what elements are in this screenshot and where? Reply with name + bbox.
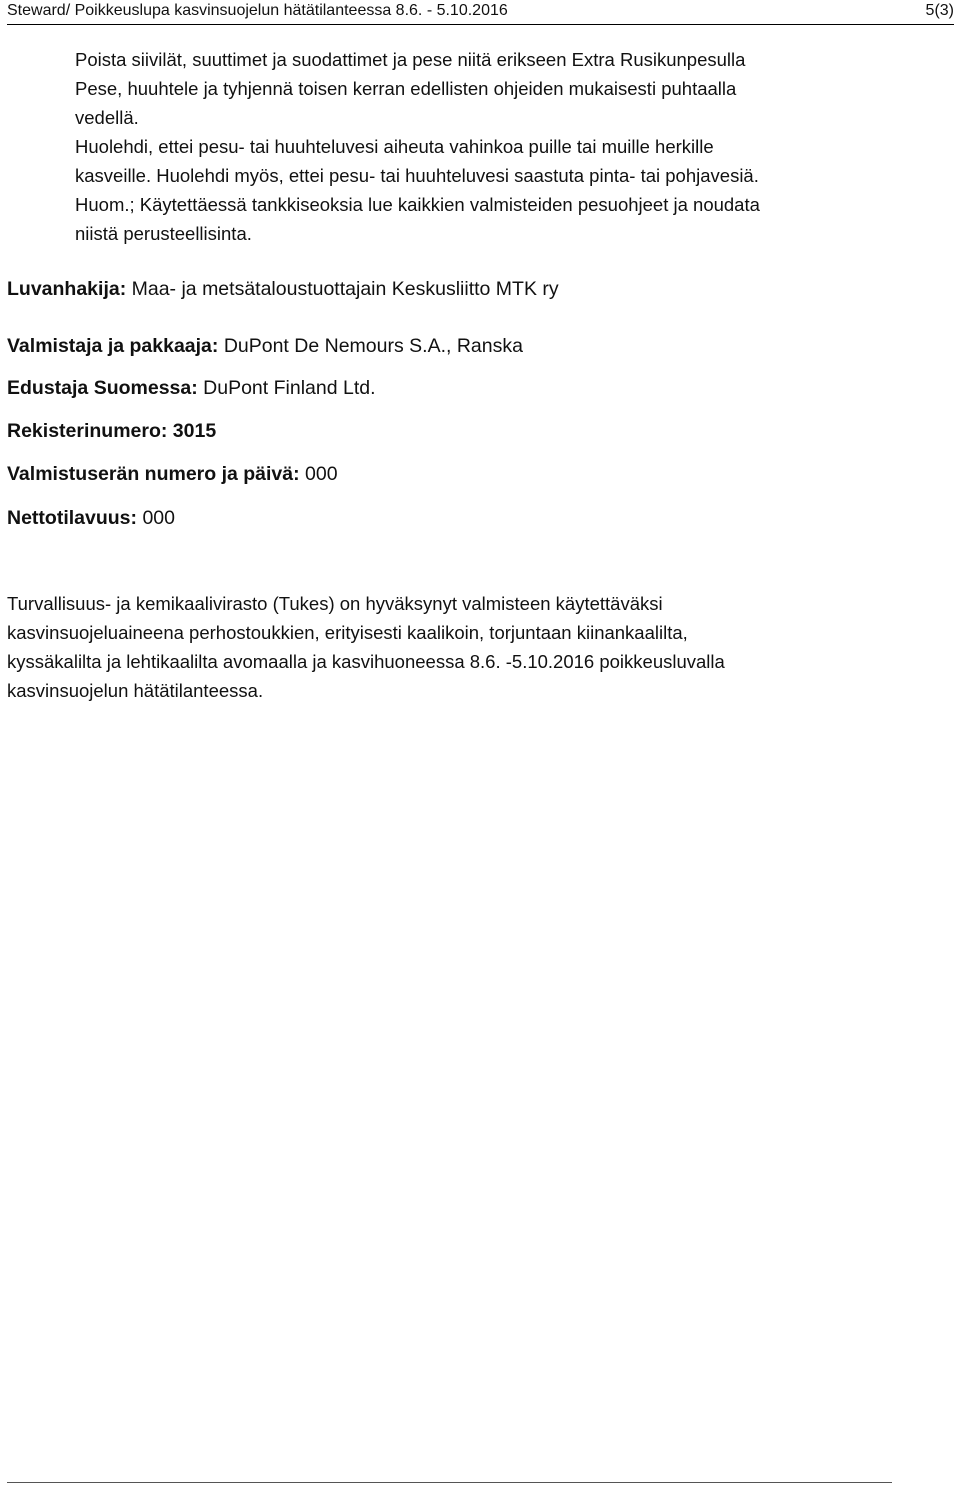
statement-line: kasvinsuojeluaineena perhostoukkien, erityisesti kaalikoin, torjuntaan kiinankaalilta,	[7, 622, 688, 643]
document-title: Steward/ Poikkeuslupa kasvinsuojelun hätätilanteessa 8.6. - 5.10.2016	[7, 2, 508, 19]
instruction-line: kasveille. Huolehdi myös, ettei pesu- tai huuhteluvesi saastuta pinta- tai pohjavesiä.	[75, 165, 759, 186]
net-volume-label: Nettotilavuus:	[7, 507, 138, 529]
manufacturer-field	[7, 333, 523, 359]
net-volume-value: 000	[142, 507, 175, 529]
batch-value: 000	[305, 463, 338, 485]
instruction-line: Huom.; Käytettäessä tankkiseoksia lue kaikkien valmisteiden pesuohjeet ja noudata	[75, 194, 760, 215]
statement-line: kyssäkalilta ja lehtikaalilta avomaalla ja kasvihuoneessa 8.6. -5.10.2016 poikkeusluvalla	[7, 651, 725, 672]
manufacturer-value: DuPont De Nemours S.A., Ranska	[223, 335, 523, 357]
representative-field	[7, 375, 376, 401]
approval-statement	[7, 589, 907, 705]
instruction-line: niistä perusteellisinta.	[75, 223, 252, 244]
statement-line: Turvallisuus- ja kemikaalivirasto (Tukes) on hyväksynyt valmisteen käytettäväksi	[7, 593, 663, 614]
manufacturer-label: Valmistaja ja pakkaaja:	[7, 335, 219, 357]
applicant-field	[7, 276, 559, 302]
batch-field	[7, 461, 338, 487]
page-number: 5(3)	[925, 2, 954, 19]
representative-value: DuPont Finland Ltd.	[203, 377, 376, 399]
footer-divider	[7, 1482, 892, 1483]
representative-label: Edustaja Suomessa:	[7, 377, 198, 399]
instruction-line: Poista siivilät, suuttimet ja suodattimet ja pese niitä erikseen Extra Rusikunpesulla	[75, 49, 746, 70]
instruction-line: vedellä.	[75, 107, 139, 128]
registration-label: Rekisterinumero: 3015	[7, 420, 217, 442]
applicant-label: Luvanhakija:	[7, 278, 127, 300]
net-volume-field	[7, 505, 175, 531]
batch-label: Valmistuserän numero ja päivä:	[7, 463, 300, 485]
applicant-value: Maa- ja metsätaloustuottajain Keskusliitto MTK ry	[131, 278, 559, 300]
registration-field	[7, 418, 216, 444]
washing-instructions	[75, 45, 915, 248]
instruction-line: Huolehdi, ettei pesu- tai huuhteluvesi aiheuta vahinkoa puille tai muille herkille	[75, 136, 714, 157]
page-header	[7, 0, 954, 25]
statement-line: kasvinsuojelun hätätilanteessa.	[7, 680, 264, 701]
instruction-line: Pese, huuhtele ja tyhjennä toisen kerran edellisten ohjeiden mukaisesti puhtaalla	[75, 78, 737, 99]
